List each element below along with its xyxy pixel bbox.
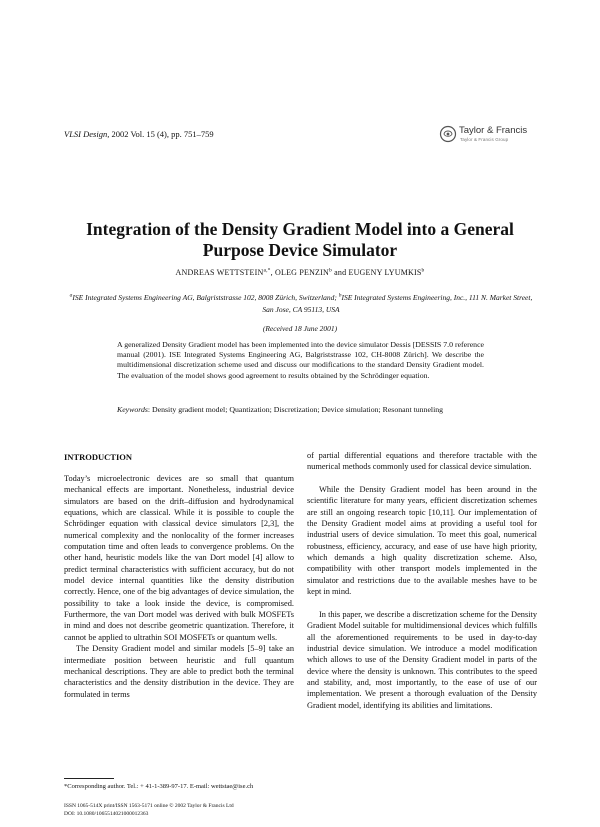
abstract-text: A generalized Density Gradient model has been implemented into the device simulator Dessis [DESSIS 7.0 reference manual (2001). ISE Integrated Systems Engineering AG, Balgriststrasse 102, CH-8008 Zürich]. We describe the multidimensional discretization scheme used and discuss our modifications to the standard Density Gradient model. The evaluation of the model shows good agreement to results obtained by the Schrödinger equation. xyxy=(117,340,484,380)
affiliations xyxy=(64,292,538,315)
publisher-logo-tagline: Taylor & Francis Group xyxy=(460,137,509,142)
affil-b: ISE Integrated Systems Engineering, Inc., 111 N. Market Street, San Jose, CA 95113, USA xyxy=(262,293,533,314)
author-2-affil: b xyxy=(328,267,332,274)
affil-b-mark: b xyxy=(338,292,342,299)
section-heading-introduction: INTRODUCTION xyxy=(64,452,133,462)
left-paragraph-2: The Density Gradient model and similar models [5–9] take an intermediate position between heuristic and full quantum mechanical descriptions. They are able to predict both the terminal characteristics and the density distribution in the device. They are formulated in terms xyxy=(64,644,294,699)
doi-line: DOI: 10.1080/1065514021000012363 xyxy=(64,811,149,817)
paper-title: Integration of the Density Gradient Model into a General Purpose Device Simulator xyxy=(86,219,514,260)
author-1: ANDREAS WETTSTEIN xyxy=(175,268,264,277)
journal-citation xyxy=(64,129,214,139)
author-list xyxy=(60,268,540,277)
right-paragraph-1: of partial differential equations and therefore tractable with the numerical methods commonly used for classical device simulation. xyxy=(307,451,537,472)
author-separator-2: and EUGENY LYUMKIS xyxy=(331,268,422,277)
footnote-rule xyxy=(64,778,114,779)
author-1-corresponding-mark: * xyxy=(267,267,271,274)
abstract xyxy=(117,340,484,381)
received-date: (Received 18 June 2001) xyxy=(262,324,338,333)
keywords-label: Keywords xyxy=(117,405,148,414)
issn-line: ISSN 1065-514X print/ISSN 1563-5171 online © 2002 Taylor & Francis Ltd xyxy=(64,803,234,809)
author-1-affil: a, xyxy=(263,267,268,274)
affil-a: ISE Integrated Systems Engineering AG, Balgriststrasse 102, 8008 Zürich, Switzerland; xyxy=(72,293,339,302)
publisher-logo-name: Taylor & Francis xyxy=(459,125,528,136)
publisher-emblem-icon xyxy=(439,125,457,143)
author-3-affil: b xyxy=(421,267,425,274)
page-footer xyxy=(64,802,234,818)
keywords-text: : Density gradient model; Quantization; Discretization; Device simulation; Resonant tunneling xyxy=(147,405,444,414)
author-separator-1: , OLEG PENZIN xyxy=(270,268,329,277)
right-column xyxy=(307,450,537,711)
journal-volume-pages: 2002 Vol. 15 (4), pp. 751–759 xyxy=(109,129,214,139)
left-column xyxy=(64,473,294,700)
journal-name: VLSI Design, xyxy=(64,129,110,139)
right-paragraph-2: While the Density Gradient model has been around in the scientific literature for many years, efficient discretization schemes are still an ongoing research topic [10,11]. Our implementation of the Density Gradient model aims at providing a useful tool for industrial users of device simulation. To meet this goal, numerical robustness, efficiency, accuracy, and ease of use have high priority, which demands a high quality discretization scheme. Also, compatibility with other transport models implemented in the simulator and restrictions due to the available meshes have to be kept in mind. xyxy=(307,485,537,597)
corresponding-author-footnote: *Corresponding author. Tel.: + 41-1-389-97-17. E-mail: wettstae@ise.ch xyxy=(64,783,254,790)
right-paragraph-3: In this paper, we describe a discretization scheme for the Density Gradient Model suitable for multidimensional devices which fulfills all the aforementioned requirements to be used in day-to-day industrial device simulation. We introduce a model modification which allows to use of the Density Gradient model in parts of the device where the density is unknown. This contributes to the speed and stability, and, most importantly, to the ease of use of our implementation. We present a thorough evaluation of the Density Gradient model, identifying its abilities and limitations. xyxy=(307,609,537,710)
keywords xyxy=(117,405,484,415)
affil-a-mark: a xyxy=(69,292,73,299)
left-paragraph-1: Today’s microelectronic devices are so small that quantum mechanical effects are important. Nonetheless, industrial device simulators are based on the drift–diffusion and hydrodynamical equations, which are classical. While it is possible to couple the Schrödinger equation with classical device simulators [2,3], the numerical complexity and the nonlocality of the former increases computation time and often leads to convergence problems. On the other hand, heuristic models like the van Dort model [4] allow to predict terminal characteristics with sufficient accuracy, but do not model device internal quantities like the density distribution correctly. Hence, one of the big advantages of device simulation, the possibility to take a look inside the device, is compromised. Furthermore, the van Dort model was derived with bulk MOSFETs in mind and does not describe geometric quantization. Therefore, it cannot be applied to ultrathin SOI MOSFETs or quantum wells. xyxy=(64,474,294,642)
publisher-logo xyxy=(437,124,542,150)
